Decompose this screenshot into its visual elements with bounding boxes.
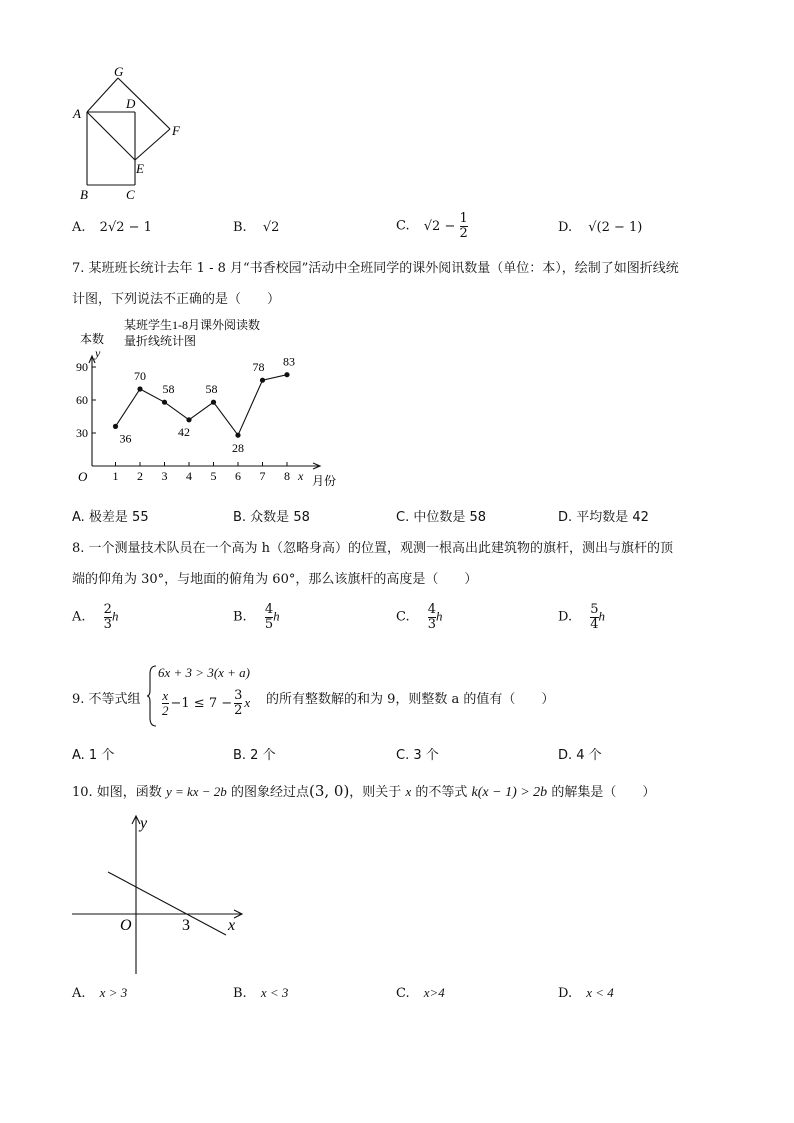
q7-option-a[interactable]: A. 极差是 55 [72, 510, 149, 525]
fraction-denominator: 3 [103, 616, 112, 632]
q10-prefix: 10. 如图，函数 [72, 785, 162, 800]
q9-option-b[interactable]: B. 2 个 [233, 748, 276, 763]
q9-option-a[interactable]: A. 1 个 [72, 748, 115, 763]
data-label: 83 [283, 354, 295, 369]
q8-option-b[interactable] [233, 603, 280, 631]
segment-ag [87, 78, 118, 112]
data-label: 36 [119, 431, 132, 446]
point-label-f: F [172, 123, 180, 138]
point-label-e: E [136, 161, 144, 176]
point-label-a: A [73, 106, 81, 121]
x-tick-label: 4 [186, 469, 192, 483]
x-tick-label: 3 [161, 469, 168, 483]
fraction-denominator: 2 [459, 225, 468, 241]
y-tick-label: 60 [76, 393, 88, 407]
data-label: 58 [205, 382, 218, 397]
q7-option-c[interactable]: C. 中位数是 58 [396, 510, 487, 525]
q9-suffix: 的所有整数解的和为 9，则整数 a 的值有（ ） [266, 692, 555, 707]
data-label: 42 [178, 424, 190, 439]
y-axis-label: y [140, 815, 148, 832]
q9-option-d[interactable]: D. 4 个 [558, 748, 602, 763]
data-label: 70 [134, 369, 146, 383]
option-expression: x < 4 [586, 985, 614, 1000]
option-expression: 2√2 − 1 [99, 220, 152, 235]
q8-option-a[interactable] [72, 603, 118, 631]
q6-option-d[interactable] [558, 220, 642, 235]
q10-inequality: k(x − 1) > 2b [471, 785, 548, 800]
fraction-numerator: 2 [103, 602, 112, 617]
option-letter: C. [396, 218, 410, 234]
origin-label: O [120, 917, 132, 934]
fraction-denominator: 5 [264, 616, 274, 632]
x-axis-title: 月份 [312, 474, 337, 488]
y-axis-variable: y [95, 346, 101, 360]
option-expression: x > 3 [99, 985, 128, 1000]
q10-suffix: 的解集是（ ） [551, 785, 656, 800]
q10-point: (3, 0) [308, 782, 350, 800]
option-fraction [104, 603, 112, 631]
data-point [211, 400, 216, 405]
fraction-numerator: 1 [459, 211, 468, 226]
system-brace [146, 664, 158, 728]
option-fraction [265, 603, 273, 631]
point-label-d: D [126, 96, 136, 111]
data-label: 28 [232, 441, 244, 456]
ineq2-right-fraction: $\frac{3}{2}$ [234, 688, 243, 718]
q10-function: y = kx − 2b [165, 784, 227, 799]
q9-option-c[interactable]: C. 3 个 [396, 748, 439, 763]
point-label-b: B [80, 187, 88, 202]
q8-option-d[interactable] [558, 603, 605, 631]
q9-inequality-2 [162, 689, 250, 717]
point-three-label: 3 [182, 917, 190, 934]
q7-option-d[interactable]: D. 平均数是 42 [558, 510, 649, 525]
x-tick-label: 7 [259, 469, 266, 483]
q10-function-graph [66, 810, 256, 980]
fraction-numerator: 4 [427, 602, 437, 617]
q10-variable: x [405, 784, 412, 799]
option-expression: x>4 [423, 985, 445, 1000]
chart-title-line2: 量折线统计图 [124, 334, 197, 348]
q10-option-d[interactable] [558, 985, 614, 1001]
fraction-denominator: 3 [427, 616, 437, 632]
q8-stem-line2: 端的仰角为 30°，与地面的俯角为 60°，那么该旗杆的高度是（ ） [72, 572, 478, 587]
data-point [260, 378, 265, 383]
x-tick-label: 6 [235, 469, 241, 483]
q6-option-b[interactable] [233, 220, 279, 235]
option-expression: √(2 − 1) [588, 220, 643, 235]
data-point [162, 400, 167, 405]
option-fraction [428, 603, 436, 631]
q9-prefix: 9. 不等式组 [72, 692, 141, 707]
option-letter: A. [72, 609, 86, 625]
ineq2-left-fraction: $\frac{x}{2}$ [162, 688, 169, 718]
option-variable: h [111, 608, 119, 624]
option-letter: C. [396, 609, 410, 625]
q9-inequality-1: 6x + 3 > 3(x + a) [158, 665, 251, 680]
data-point [284, 372, 289, 377]
q7-stem-line1: 7. 某班班长统计去年 1 - 8 月“书香校园”活动中全班同学的课外阅讯数量（单位：本），绘制了如图折线统 [72, 261, 679, 276]
option-letter: A. [72, 986, 86, 1001]
x-tick-label: 5 [210, 469, 217, 483]
reading-line-chart [66, 312, 356, 492]
x-axis-variable: x [298, 469, 304, 483]
option-fraction [590, 603, 598, 631]
q7-option-b[interactable]: B. 众数是 58 [233, 510, 310, 525]
ineq2-middle: −1 ≤ 7 − [170, 695, 233, 711]
q10-option-b[interactable] [233, 985, 288, 1001]
q10-mid2: ，则关于 [349, 785, 402, 800]
fraction-numerator: 4 [264, 602, 274, 617]
option-letter: B. [233, 986, 247, 1001]
data-point [186, 417, 191, 422]
option-letter: B. [233, 220, 247, 235]
q10-option-c[interactable] [396, 985, 445, 1001]
data-point [235, 433, 240, 438]
x-tick-label: 8 [284, 469, 290, 483]
data-label: 58 [162, 382, 175, 397]
option-letter: B. [233, 609, 247, 625]
origin-label: O [78, 469, 88, 484]
ineq2-variable: x [244, 695, 251, 711]
q10-mid3: 的不等式 [415, 785, 468, 800]
data-point [137, 386, 142, 391]
option-variable: h [436, 608, 443, 624]
x-tick-label: 1 [112, 469, 119, 483]
point-label-g: G [114, 64, 124, 79]
data-point [113, 424, 118, 429]
option-letter: D. [558, 609, 573, 625]
q6-option-a[interactable] [72, 220, 152, 235]
point-label-c: C [126, 187, 135, 202]
chart-title-line1: 某班学生1-8月课外阅读数 [124, 318, 260, 332]
q10-mid: 的图象经过点 [230, 785, 309, 800]
x-axis-label: x [228, 917, 236, 934]
option-expression: x < 3 [260, 985, 289, 1000]
q10-option-a[interactable] [72, 985, 127, 1001]
option-expression: √2 − [423, 218, 456, 234]
fraction-numerator: 5 [590, 602, 599, 617]
option-expression: √2 [262, 220, 280, 235]
fraction-denominator: 4 [590, 616, 599, 632]
x-tick-label: 2 [137, 469, 143, 483]
y-tick-label: 30 [76, 426, 88, 440]
data-label: 78 [252, 360, 265, 375]
q8-option-c[interactable] [396, 603, 443, 631]
q7-stem-line2: 计图，下列说法不正确的是（ ） [72, 292, 281, 307]
q6-option-c[interactable] [396, 212, 468, 240]
option-letter: D. [558, 220, 573, 235]
series-line [116, 375, 288, 436]
option-letter: D. [558, 986, 573, 1001]
option-letter: C. [396, 986, 410, 1001]
question-6-figure [66, 62, 196, 207]
q10-stem [72, 781, 655, 801]
option-letter: A. [72, 220, 86, 235]
option-variable: h [598, 608, 606, 624]
q8-stem-line1: 8. 一个测量技术队员在一个高为 h（忽略身高）的位置，观测一根高出此建筑物的旗杆，测出与旗杆的顶 [72, 541, 674, 556]
y-tick-label: 90 [76, 360, 88, 374]
segment-fe [135, 129, 170, 160]
option-fraction [460, 212, 468, 240]
y-axis-title: 本数 [80, 332, 105, 346]
option-variable: h [273, 608, 280, 624]
segment-ae [87, 112, 135, 160]
